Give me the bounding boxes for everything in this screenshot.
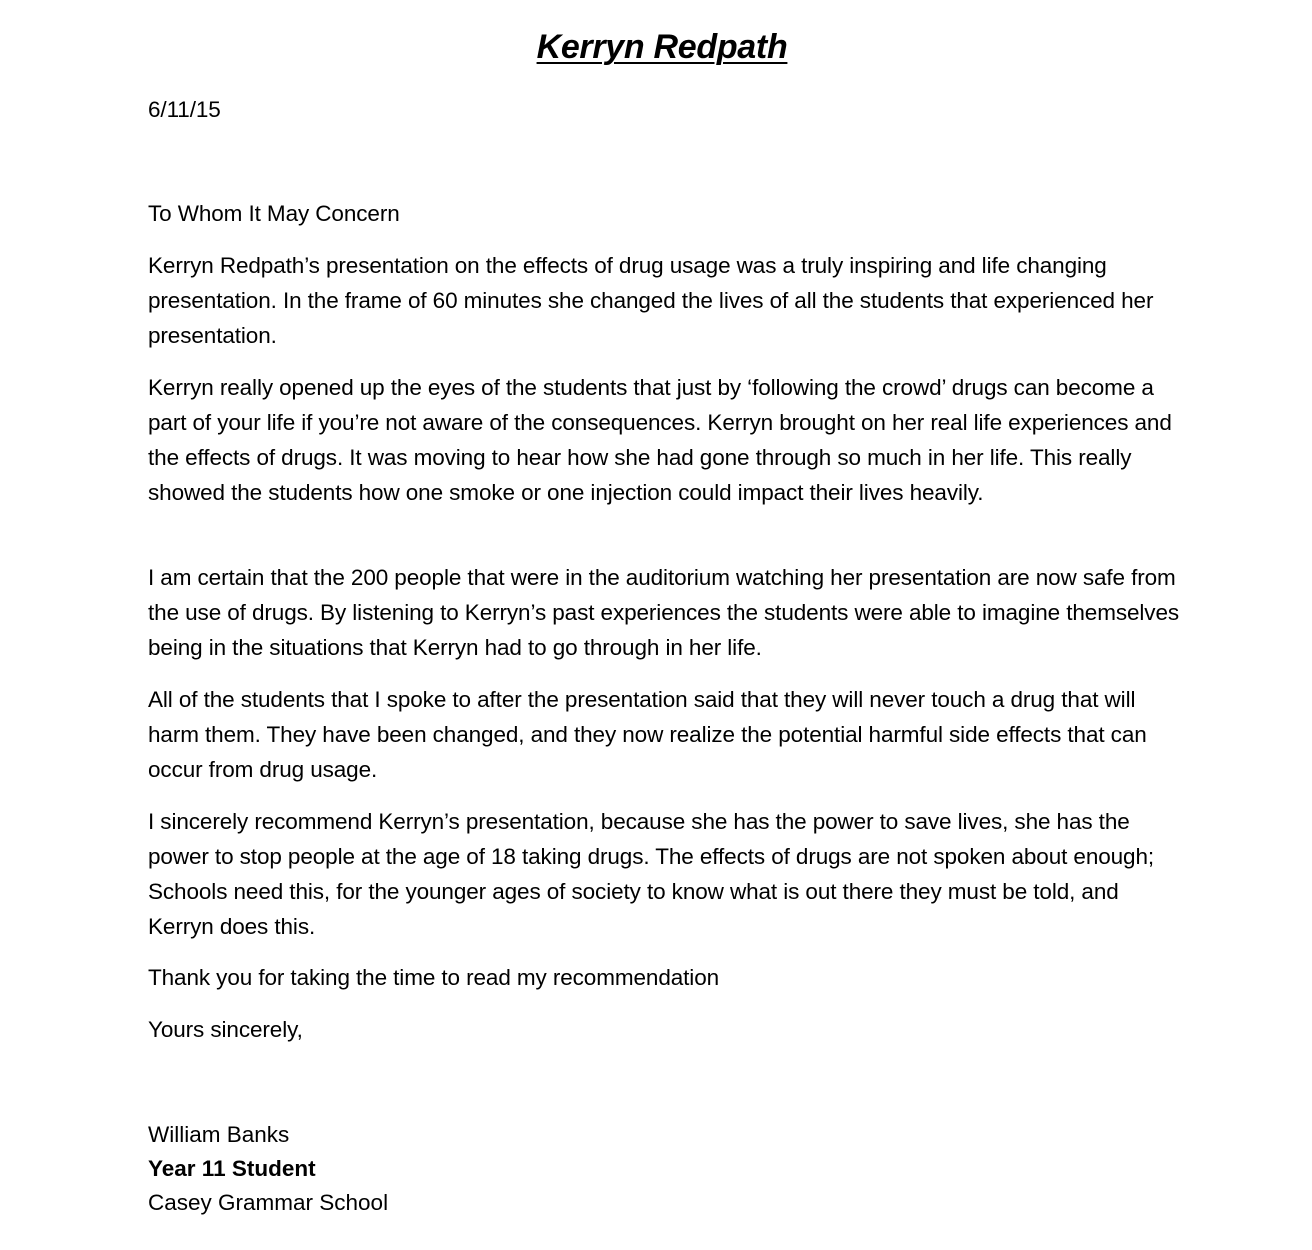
salutation: To Whom It May Concern — [148, 201, 400, 226]
body-paragraph: I am certain that the 200 people that were in the auditorium watching her presentation are now safe from the use of drugs. By listening to Kerryn’s past experiences the students were able to imagine themselves being in the situations that Kerryn had to go through in her life. — [148, 565, 1180, 660]
signer-role: Year 11 Student — [148, 1156, 316, 1181]
letter-date: 6/11/15 — [148, 97, 221, 122]
body-paragraph: Kerryn really opened up the eyes of the students that just by ‘following the crowd’ drugs can become a part of your life if you’re not aware of the consequences. Kerryn brought on her real life experiences and the effects of drugs. It was moving to hear how she had gone through so much in her life. This really showed the students how one smoke or one injection could impact their lives heavily. — [148, 375, 1172, 505]
closing-line: Yours sincerely, — [148, 1017, 303, 1042]
signer-name: William Banks — [148, 1122, 290, 1147]
signer-school: Casey Grammar School — [148, 1190, 389, 1215]
body-paragraph: I sincerely recommend Kerryn’s presentation, because she has the power to save lives, she has the power to stop people at the age of 18 taking drugs. The effects of drugs are not spoken about enough; Schools need this, for the younger ages of society to know what is out there they must be told, and Kerryn does this. — [148, 809, 1155, 939]
letter-title: Kerryn Redpath — [536, 28, 788, 66]
thanks-line: Thank you for taking the time to read my recommendation — [148, 965, 720, 990]
signature-block — [148, 1118, 948, 1220]
body-paragraph: All of the students that I spoke to after the presentation said that they will never touch a drug that will harm them. They have been changed, and they now realize the potential harmful side effects that can occur from drug usage. — [148, 687, 1147, 782]
body-paragraph: Kerryn Redpath’s presentation on the effects of drug usage was a truly inspiring and life changing presentation. In the frame of 60 minutes she changed the lives of all the students that experienced her presentation. — [148, 253, 1154, 348]
